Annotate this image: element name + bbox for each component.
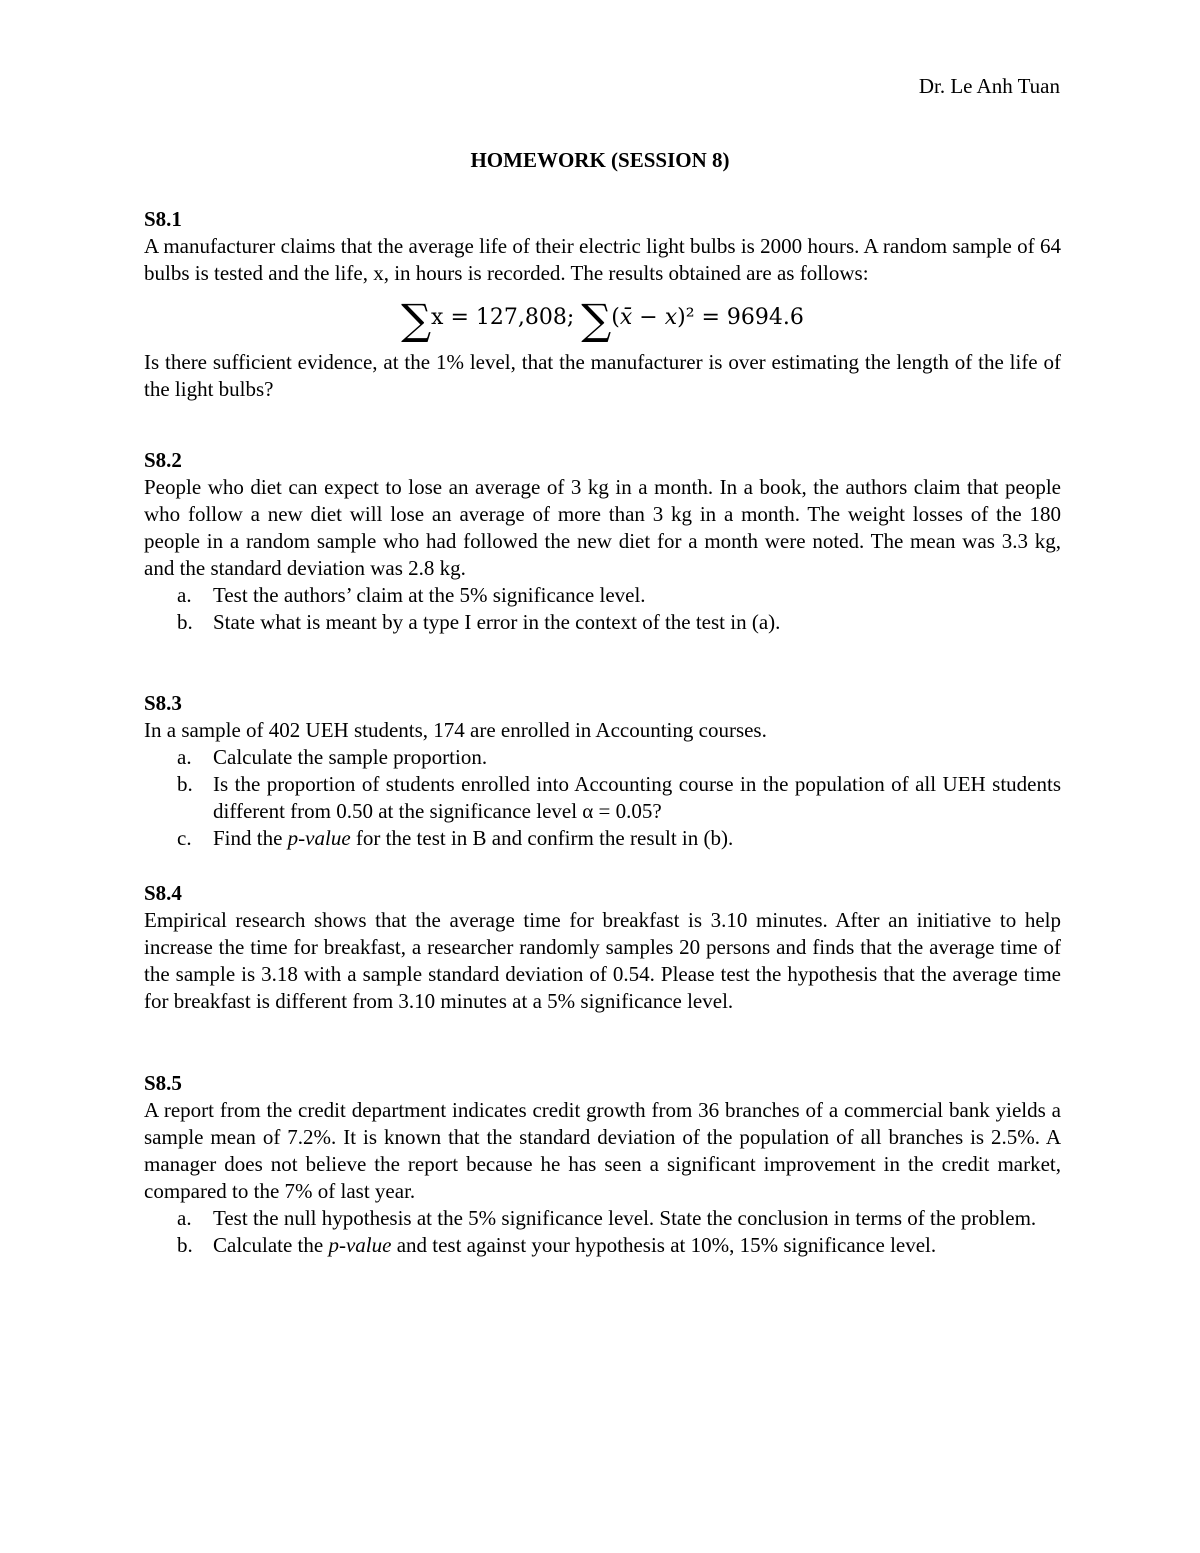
sub-question-text-pre: Find the	[213, 826, 288, 850]
section-s8-4	[144, 880, 1061, 1015]
problem-text: Empirical research shows that the average time for breakfast is 3.10 minutes. After an initiative to help increase the time for breakfast, a researcher randomly samples 20 persons and finds that the average time of the sample is 3.18 with a sample standard deviation of 0.54. Please test the hypothesis that the average time for breakfast is different from 3.10 minutes at a 5% significance level.	[144, 908, 1061, 1013]
sub-question	[144, 825, 1061, 852]
problem-text: A report from the credit department indicates credit growth from 36 branches of a commercial bank yields a sample mean of 7.2%. It is known that the standard deviation of the population of all branches is 2.5%. A manager does not believe the report because he has seen a significant improvement in the credit market, compared to the 7% of last year.	[144, 1098, 1061, 1203]
problem-text: People who diet can expect to lose an average of 3 kg in a month. In a book, the authors claim that people who follow a new diet will lose an average of more than 3 kg in a month. The weight losses of the 180 people in a random sample who had followed the new diet for a month were noted. The mean was 3.3 kg, and the standard deviation was 2.8 kg.	[144, 475, 1061, 580]
formula-close: )² = 9694.6	[677, 305, 804, 330]
formula-part-1: x = 127,808;	[431, 305, 582, 330]
sub-question-text: Calculate the sample proportion.	[213, 745, 488, 769]
sub-question-text: Test the authors’ claim at the 5% significance level.	[213, 583, 646, 607]
sub-question-list	[144, 582, 1061, 636]
section-heading: S8.4	[144, 881, 182, 905]
section-heading: S8.1	[144, 207, 182, 231]
sub-question-text: Test the null hypothesis at the 5% significance level. State the conclusion in terms of the problem.	[213, 1206, 1037, 1230]
formula-open-paren: (	[611, 305, 620, 330]
problem-text: In a sample of 402 UEH students, 174 are enrolled in Accounting courses.	[144, 718, 767, 742]
problem-text: A manufacturer claims that the average life of their electric light bulbs is 2000 hours. A random sample of 64 bulbs is tested and the life, x, in hours is recorded. The results obtained are as follows:	[144, 234, 1061, 285]
sub-question-marker: a.	[177, 745, 192, 769]
sub-question-list	[144, 744, 1061, 852]
sub-question	[144, 1205, 1061, 1232]
formula-minus: −	[632, 305, 665, 330]
section-s8-2	[144, 447, 1061, 636]
section-s8-3	[144, 690, 1061, 852]
page-title: HOMEWORK (SESSION 8)	[470, 148, 730, 172]
p-value-term: p-value	[287, 826, 351, 850]
sub-question-marker: a.	[177, 583, 192, 607]
sub-question	[144, 609, 1061, 636]
author-header: Dr. Le Anh Tuan	[918, 74, 1060, 98]
sub-question-marker: b.	[177, 1233, 193, 1257]
sub-question-text-pre: Calculate the	[213, 1233, 329, 1257]
sigma-symbol-1: ∑	[401, 295, 432, 344]
sub-question-marker: b.	[177, 772, 193, 796]
sub-question	[144, 771, 1061, 825]
section-heading: S8.2	[144, 448, 182, 472]
sub-question	[144, 744, 1061, 771]
sub-question-list	[144, 1205, 1061, 1259]
sub-question	[144, 582, 1061, 609]
section-s8-5	[144, 1070, 1061, 1259]
sub-question-text: Is the proportion of students enrolled into Accounting course in the population of all UEH students different from 0.50 at the significance level α = 0.05?	[213, 772, 1061, 823]
sub-question-text-post: and test against your hypothesis at 10%, 15% significance level.	[391, 1233, 937, 1257]
sub-question-marker: c.	[177, 826, 192, 850]
sigma-symbol-2: ∑	[581, 295, 612, 344]
section-heading: S8.5	[144, 1071, 182, 1095]
sub-question-text-post: for the test in B and confirm the result in (b).	[350, 826, 734, 850]
sub-question-marker: a.	[177, 1206, 192, 1230]
section-heading: S8.3	[144, 691, 182, 715]
formula-x: x	[664, 305, 678, 330]
sub-question-marker: b.	[177, 610, 193, 634]
section-s8-1	[144, 206, 1061, 403]
summation-formula	[144, 291, 1061, 347]
sub-question-text: State what is meant by a type I error in the context of the test in (a).	[213, 610, 781, 634]
problem-question: Is there sufficient evidence, at the 1% level, that the manufacturer is over estimating the length of the life of the light bulbs?	[144, 350, 1061, 401]
sub-question	[144, 1232, 1061, 1259]
formula-xbar: x̄	[619, 305, 633, 330]
p-value-term: p-value	[328, 1233, 392, 1257]
